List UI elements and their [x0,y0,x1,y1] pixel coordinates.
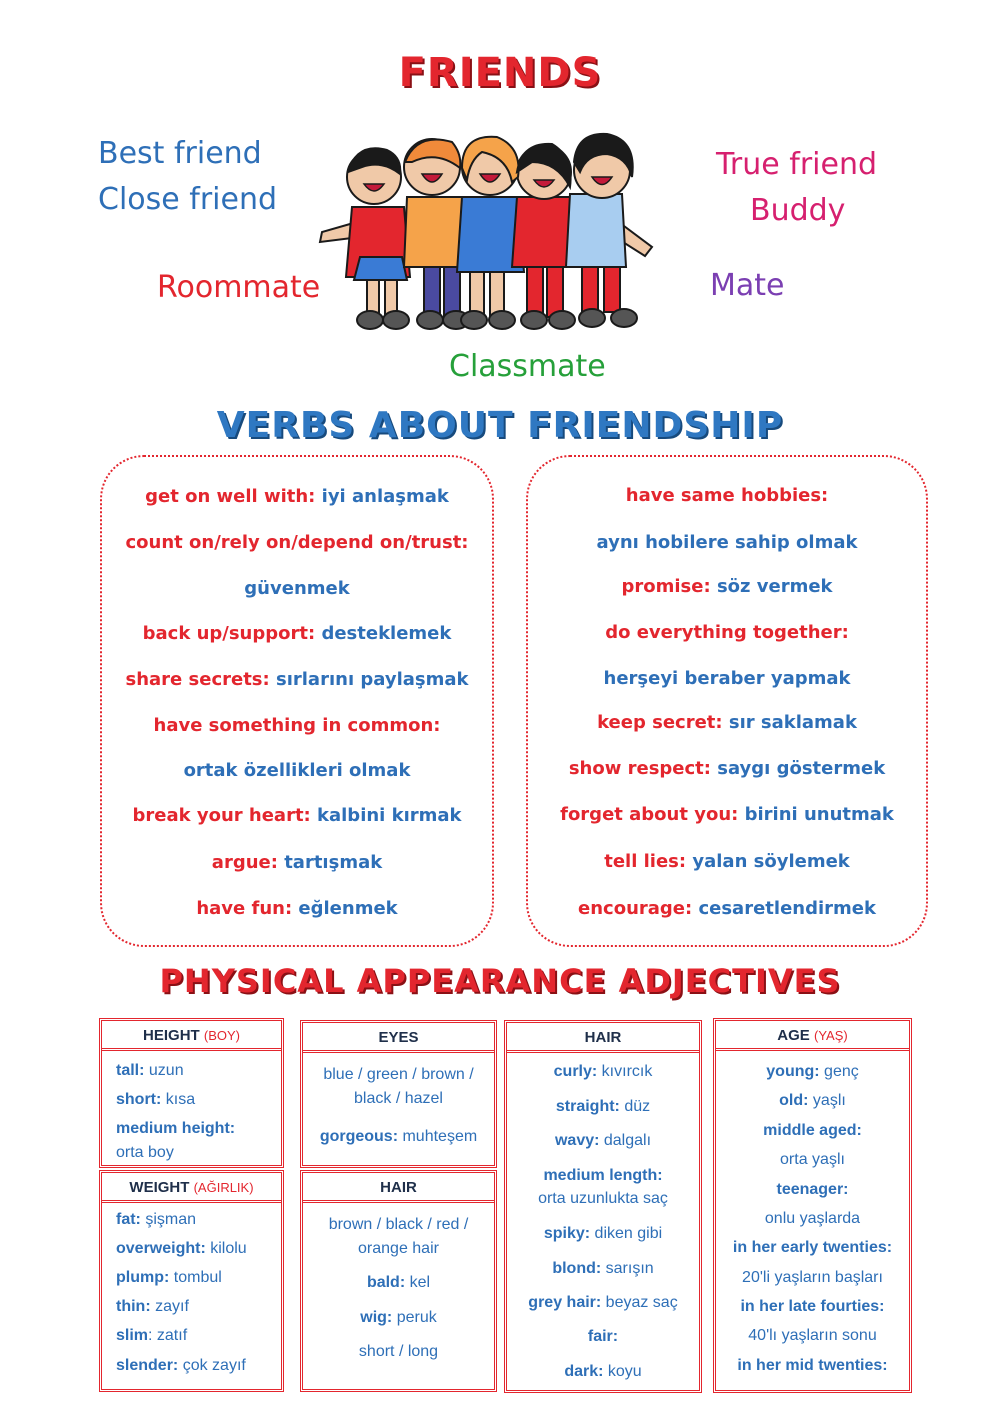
table-row: orta uzunlukta saç [538,1190,668,1207]
age-table [713,1018,912,1393]
friends-illustration [312,132,662,337]
hair-colors-header: HAIR [303,1173,494,1203]
verb-item: güvenmek [244,578,350,599]
eyes-table [300,1020,497,1168]
verb-item: break your heart: kalbini kırmak [132,805,462,826]
table-row: short / long [358,1343,439,1360]
verb-item: forget about you: birini unutmak [560,804,894,825]
verbs-title: VERBS ABOUT FRIENDSHIP [216,405,784,446]
weight-table [99,1170,284,1392]
table-row: brown / black / red / [328,1216,469,1233]
verb-item: ortak özellikleri olmak [183,760,411,781]
table-row: orta yaşlı [780,1151,845,1168]
verb-item: tell lies: yalan söylemek [604,851,850,872]
word-classmate: Classmate [449,349,606,384]
verbs-box-left [100,455,494,947]
table-row: black / hazel [354,1090,443,1107]
verb-item: aynı hobilere sahip olmak [596,532,858,553]
table-row: thin: zayıf [116,1298,189,1315]
word-buddy: Buddy [750,193,846,228]
table-row: onlu yaşlarda [764,1210,861,1227]
table-row: curly: kıvırcık [553,1063,653,1080]
table-row: medium length: [543,1167,663,1184]
verb-item: have same hobbies: [625,485,829,506]
weight-header: WEIGHT (AĞIRLIK) [102,1173,281,1203]
verb-item: promise: söz vermek [621,576,833,597]
table-row: in her early twenties: [732,1239,893,1256]
table-row: bald: kel [366,1274,431,1291]
verb-item: have something in common: [153,715,441,736]
table-row: middle aged: [763,1122,862,1139]
verb-item: keep secret: sır saklamak [597,712,857,733]
verb-item: count on/rely on/depend on/trust: [125,532,469,553]
table-row: grey hair: beyaz saç [528,1294,678,1311]
table-row: slender: çok zayıf [116,1357,246,1374]
verb-item: show respect: saygı göstermek [568,758,886,779]
table-row: 40'lı yaşların sonu [748,1327,877,1344]
verbs-box-right [526,455,928,947]
hair-table [504,1020,702,1393]
verb-item: encourage: cesaretlendirmek [578,898,876,919]
physical-title: PHYSICAL APPEARANCE ADJECTIVES [159,962,841,1000]
verb-item: get on well with: iyi anlaşmak [145,486,449,507]
table-row: tall: uzun [116,1062,184,1079]
word-close-friend: Close friend [98,182,278,217]
verb-item: argue: tartışmak [211,852,383,873]
page-title: FRIENDS [398,50,602,96]
hair-colors-table [300,1170,497,1392]
verb-item: have fun: eğlenmek [196,898,398,919]
height-table [99,1018,284,1168]
table-row: overweight: kilolu [116,1240,247,1257]
table-row: gorgeous: muhteşem [319,1128,478,1145]
table-row: medium height: [116,1120,236,1137]
eyes-header: EYES [303,1023,494,1053]
table-row: blue / green / brown / [323,1066,474,1083]
table-row: teenager: [776,1181,849,1198]
hair-header: HAIR [507,1023,699,1053]
table-row: spiky: diken gibi [543,1225,663,1242]
table-row: plump: tombul [116,1269,222,1286]
table-row: old: yaşlı [779,1092,846,1109]
table-row: in her late fourties: [740,1298,885,1315]
table-row: short: kısa [116,1091,196,1108]
table-row: orange hair [358,1240,439,1257]
table-row: wig: peruk [360,1309,437,1326]
table-row: wavy: dalgalı [554,1132,652,1149]
table-row: 20'li yaşların başları [742,1269,883,1286]
table-row: fair: [587,1328,619,1345]
word-true-friend: True friend [716,147,878,182]
verb-item: share secrets: sırlarını paylaşmak [125,669,469,690]
table-row: orta boy [116,1144,174,1161]
table-row: slim: zatıf [116,1327,188,1344]
age-header: AGE (YAŞ) [716,1021,909,1051]
word-roommate: Roommate [157,270,321,305]
table-row: fat: şişman [116,1211,197,1228]
table-row: straight: düz [555,1098,651,1115]
word-mate: Mate [710,268,785,303]
table-row: blond: sarışın [552,1260,654,1277]
table-row: in her mid twenties: [737,1357,888,1374]
word-best-friend: Best friend [98,136,262,171]
table-row: young: genç [766,1063,859,1080]
verb-item: do everything together: [605,622,849,643]
table-row: dark: koyu [564,1363,642,1380]
height-header: HEIGHT (BOY) [102,1021,281,1051]
verb-item: herşeyi beraber yapmak [603,668,851,689]
verb-item: back up/support: desteklemek [142,623,452,644]
